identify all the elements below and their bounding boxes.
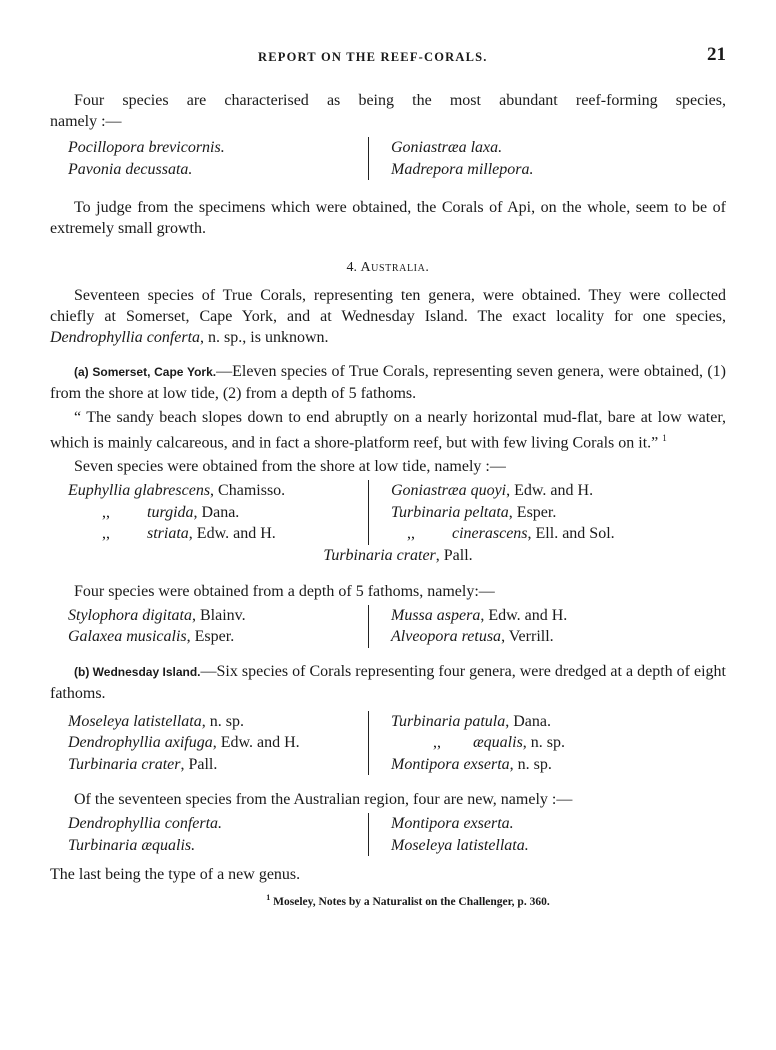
- running-header: [50, 38, 726, 68]
- species-item: Montipora exserta, n. sp.: [391, 755, 552, 773]
- species-item: ,, cinerascens, Ell. and Sol.: [407, 525, 615, 543]
- species-item: Montipora exserta.: [391, 815, 514, 833]
- species-item: Turbinaria crater, Pall.: [68, 755, 218, 773]
- wednesday-label: (b) Wednesday Island.: [74, 664, 201, 679]
- species-item: Moseleya latistellata, n. sp.: [68, 712, 244, 730]
- wednesday-paragraph: (b) Wednesday Island.—Six species of Corals representing four genera, were dredged at a depth of eight fathoms.: [50, 662, 727, 702]
- footnote-ref: 1: [662, 433, 667, 443]
- species-item: Mussa aspera, Edw. and H.: [391, 606, 568, 624]
- species-item: Galaxea musicalis, Esper.: [68, 628, 235, 646]
- australia-intro: Seventeen species of True Corals, representing ten genera, were obtained. They were collected chiefly at Somerset, Cape York, and at Wednesday Island. The exact locality for one species, Dendrophyllia conferta, n. sp., is unknown.: [50, 287, 726, 346]
- shore-species-list: [50, 480, 726, 545]
- species-item: ,, æqualis, n. sp.: [433, 734, 566, 752]
- wednesday-species-list: [50, 711, 726, 776]
- species-item: ,, turgida, Dana.: [102, 503, 240, 521]
- api-species-list: [50, 137, 726, 180]
- section-heading-australia: 4. Australia.: [346, 260, 430, 275]
- species-item: Moseleya latistellata.: [391, 836, 529, 854]
- page-number: 21: [707, 44, 726, 65]
- species-item: Turbinaria æqualis.: [68, 836, 196, 854]
- page: [50, 38, 726, 908]
- species-item: Goniastræa laxa.: [391, 139, 503, 156]
- closing-line: The last being the type of a new genus.: [50, 866, 301, 884]
- species-item: Turbinaria patula, Dana.: [391, 712, 552, 730]
- species-item: Stylophora digitata, Blainv.: [68, 606, 246, 624]
- species-item: Pocillopora brevicornis.: [68, 139, 225, 156]
- species-item-centered: Turbinaria crater, Pall.: [323, 546, 473, 564]
- running-title: REPORT ON THE REEF-CORALS.: [258, 50, 488, 64]
- species-item: Turbinaria peltata, Esper.: [391, 503, 557, 521]
- somerset-quote: “ The sandy beach slopes down to end abruptly on a nearly horizontal mud-flat, bare at low water, which is mainly calcareous, and in fact a shore-platform reef, but with few living Corals on it.” $^1$: [50, 409, 726, 452]
- shore-intro: Seven species were obtained from the shore at low tide, namely :—: [74, 458, 506, 476]
- somerset-label: (a) Somerset, Cape York.: [74, 365, 217, 379]
- api-intro-line2: namely :—: [50, 113, 122, 130]
- new-species-list: [50, 813, 726, 856]
- species-item: Alveopora retusa, Verrill.: [391, 628, 554, 646]
- species-item: Pavonia decussata.: [68, 160, 193, 178]
- api-intro-line1: Four species are characterised as being the most abundant reef-forming species,: [74, 92, 726, 109]
- depth-intro: Four species were obtained from a depth of 5 fathoms, namely:—: [74, 582, 495, 600]
- species-item: ,, striata, Edw. and H.: [102, 525, 276, 543]
- depth-species-list: [50, 605, 726, 648]
- somerset-paragraph: (a) Somerset, Cape York.—Eleven species of True Corals, representing seven genera, were obtained, (1) from the shore at low tide, (2) from a depth of 5 fathoms.: [50, 363, 726, 402]
- api-conclusion: To judge from the specimens which were obtained, the Corals of Api, on the whole, seem to be of extremely small growth.: [50, 199, 726, 237]
- species-item: Madrepora millepora.: [391, 160, 534, 178]
- species-item: Dendrophyllia axifuga, Edw. and H.: [68, 734, 300, 752]
- new-species-intro: Of the seventeen species from the Australian region, four are new, namely :—: [74, 791, 573, 809]
- species-item: Goniastræa quoyi, Edw. and H.: [391, 482, 594, 500]
- species-item: Euphyllia glabrescens, Chamisso.: [68, 482, 286, 500]
- species-item: Dendrophyllia conferta.: [68, 815, 223, 833]
- footnote: $^1$ Moseley, Notes by a Naturalist on the Challenger, p. 360.: [266, 893, 550, 909]
